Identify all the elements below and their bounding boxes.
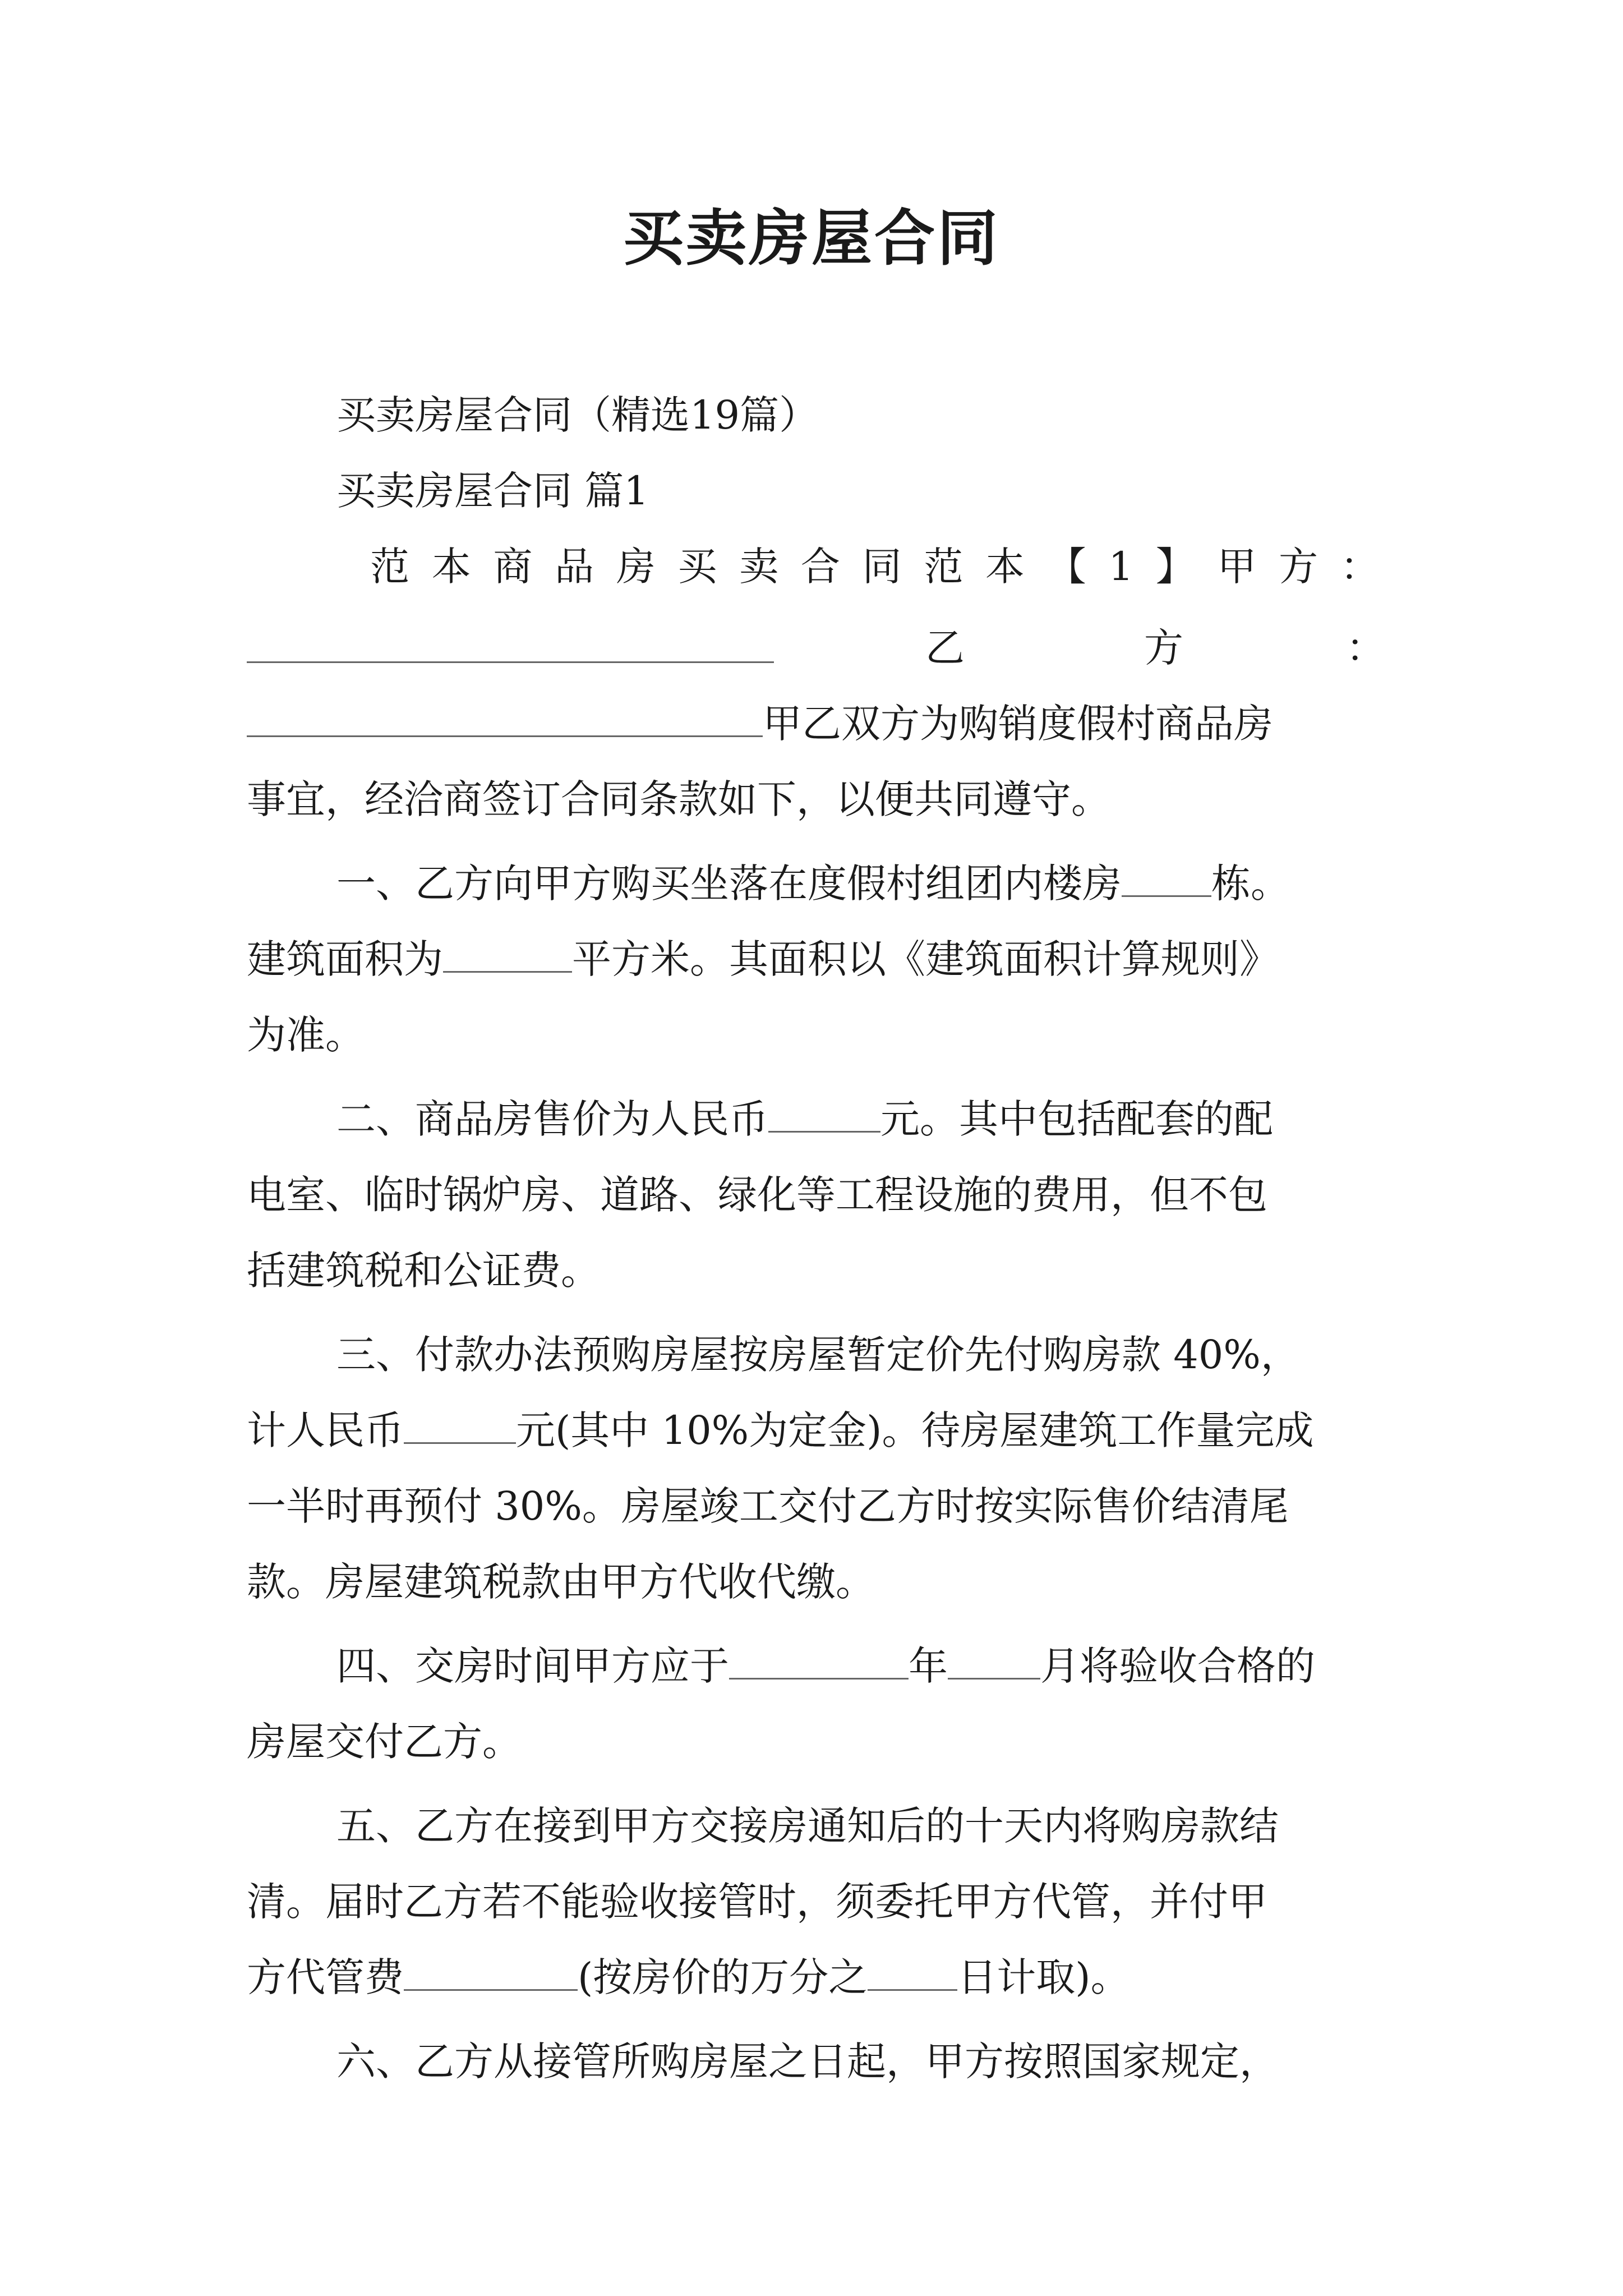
document-title: 买卖房屋合同 (623, 203, 1000, 274)
clause-2-line-1: 二、商品房售价为人民币 元。其中包括配套的配 (336, 1091, 1469, 1147)
building-blank (1122, 858, 1211, 897)
intro-line-4: 事宜，经洽商签订合同条款如下，以便共同遵守。 (247, 776, 1110, 822)
intro-spaced-line: 范 本 商 品 房 买 卖 合 同 范 本 【 1 】 甲 方 ： (370, 544, 1380, 590)
clause-3-line-4: 款。房屋建筑税款由甲方代收代缴。 (247, 1559, 875, 1605)
document-subtitle: 买卖房屋合同（精选19篇） (336, 392, 819, 438)
clause-2-line-3: 括建筑税和公证费。 (247, 1248, 600, 1294)
clause-1-line-2: 建筑面积为 平方米。其面积以《建筑面积计算规则》 (247, 931, 1380, 987)
clause-5-line-3: 方代管费 (按房价的万分之 日计取)。 (247, 1949, 1380, 2005)
area-blank (443, 934, 572, 973)
clause-3-line-2: 计人民币 元(其中 10%为定金)。待房屋建筑工作量完成 (247, 1402, 1380, 1458)
clause-1-line-3: 为准。 (247, 1012, 365, 1058)
clause-4-line-2: 房屋交付乙方。 (247, 1719, 522, 1765)
clause-3-line-1: 三、付款办法预购房屋按房屋暂定价先付购房款 40%， (336, 1332, 1300, 1378)
party-a-blank (247, 624, 774, 663)
month-blank (948, 1641, 1040, 1680)
rate-blank (868, 1952, 957, 1991)
document-page: 买卖房屋合同 买卖房屋合同（精选19篇） 买卖房屋合同 篇1 范 本 商 品 房 买 卖 合 同 范 本 【 1 】 甲 方 ： 乙 方 ： 甲乙双方为购销度假村商品房 事宜，经洽商签订合同条款如下，以便共同遵守。 一、乙方向甲方购买坐落在度假村组团内楼房 栋。 建筑面积为 平方米。其面积以《建筑面积计算规则》 为准。 二、商品房售价为人民币 元。其中包括配套的配 电室、临时锅炉房、道路、绿化等工程设施的费用，但不包 括建筑税和公证费。 三、付款办法预购房屋按房屋暂定价先付购房款 40%， 计人民币 元(其中 10%为定金)。待房屋建筑工作量完成 一半时再预付 30%。房屋竣工交付乙方时按实际售价结清尾 款。房屋建筑税款由甲方代收代缴。 四、交房时间甲方应于 年 月将验收合格的 房屋交付乙方。 五、乙方在接到甲方交接房通知后的十天内将购房款结 清。届时乙方若不能验收接管时，须委托甲方代管，并付甲 方代管费 (按房价的万分之 日计取)。 六、乙方从接管所购房屋之日起，甲方按照国家规定， (0, 0, 1623, 2296)
party-b-blank-line: 甲乙双方为购销度假村商品房 (247, 696, 1380, 752)
clause-5-line-1: 五、乙方在接到甲方交接房通知后的十天内将购房款结 (336, 1803, 1279, 1849)
clause-6-line-1: 六、乙方从接管所购房屋之日起，甲方按照国家规定， (336, 2039, 1279, 2085)
fee-blank (404, 1952, 578, 1991)
clause-1-line-1: 一、乙方向甲方购买坐落在度假村组团内楼房 栋。 (336, 855, 1469, 912)
amount-blank (404, 1405, 516, 1444)
clause-3-line-3: 一半时再预付 30%。房屋竣工交付乙方时按实际售价结清尾 (247, 1483, 1289, 1529)
price-blank (768, 1094, 880, 1133)
year-blank (729, 1641, 909, 1680)
section-heading: 买卖房屋合同 篇1 (336, 468, 649, 514)
party-b-blank (247, 698, 763, 737)
clause-5-line-2: 清。届时乙方若不能验收接管时，须委托甲方代管，并付甲 (247, 1879, 1267, 1925)
clause-4-line-1: 四、交房时间甲方应于 年 月将验收合格的 (336, 1638, 1469, 1694)
clause-2-line-2: 电室、临时锅炉房、道路、绿化等工程设施的费用，但不包 (247, 1172, 1267, 1218)
